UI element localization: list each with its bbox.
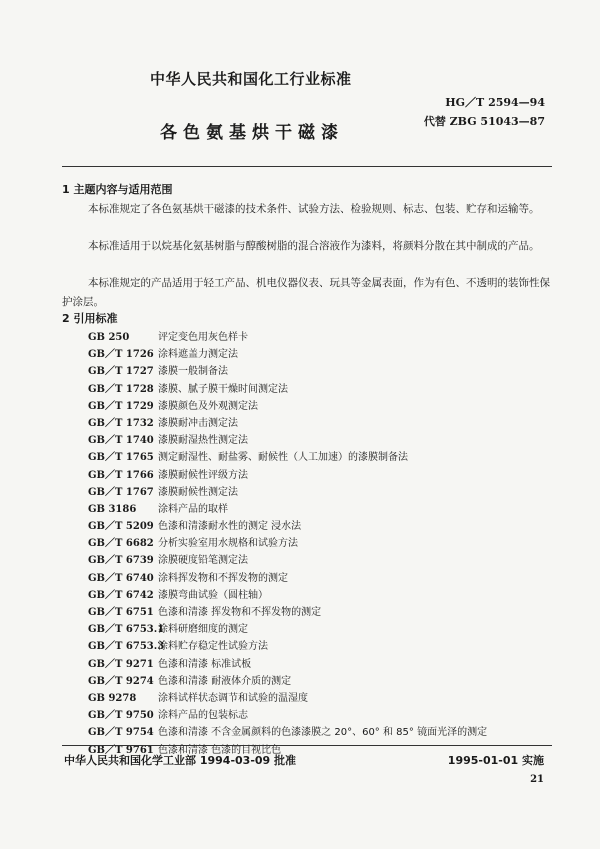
reference-item	[88, 432, 487, 449]
reference-item	[88, 501, 487, 518]
reference-title: 色漆和清漆 耐液体介质的测定	[158, 675, 292, 687]
reference-item	[88, 587, 487, 604]
reference-item	[88, 484, 487, 501]
section-1-paragraph-3: 本标准规定的产品适用于轻工产品、机电仪器仪表、玩具等金属表面，作为有色、不透明的装饰性保护涂层。	[62, 277, 550, 308]
reference-title: 色漆和清漆 挥发物和不挥发物的测定	[158, 607, 322, 618]
reference-title: 测定耐湿性、耐盐雾、耐候性（人工加速）的漆膜制备法	[158, 452, 408, 464]
reference-code: GB／T 5209	[88, 521, 154, 533]
reference-title: 色漆和清漆耐水性的测定 浸水法	[158, 521, 302, 533]
reference-code: GB／T 6682	[88, 538, 154, 550]
page-number: 21	[530, 774, 544, 785]
reference-title: 涂料研磨细度的测定	[158, 624, 248, 636]
reference-item	[88, 518, 487, 535]
document-title: 各色氨基烘干磁漆	[160, 123, 344, 143]
reference-code: GB／T 1727	[88, 366, 154, 378]
section-1-paragraph-1: 本标准规定了各色氨基烘干磁漆的技术条件、试验方法、检验规则、标志、包装、贮存和运输等。	[88, 203, 540, 215]
reference-title: 涂料产品的取样	[158, 503, 228, 515]
section-1-paragraph-2: 本标准适用于以烷基化氨基树脂与醇酸树脂的混合溶液作为漆料，将颜料分散在其中制成的产品。	[88, 240, 540, 252]
reference-code: GB／T 6740	[88, 572, 154, 584]
reference-code: GB／T 6739	[88, 555, 154, 567]
reference-code: GB／T 6742	[88, 589, 154, 601]
reference-code: GB／T 9274	[88, 675, 154, 687]
reference-item	[88, 724, 487, 741]
reference-title: 漆膜一般制备法	[158, 366, 228, 378]
reference-title: 漆膜耐湿热性测定法	[158, 435, 248, 447]
reference-item	[88, 552, 487, 569]
reference-code: GB／T 1766	[88, 469, 154, 481]
reference-code: GB／T 9761	[88, 744, 154, 756]
reference-code: GB／T 1728	[88, 383, 154, 395]
reference-item	[88, 381, 487, 398]
section-1-heading: 1 主题内容与适用范围	[62, 183, 173, 196]
reference-title: 涂料挥发物和不挥发物的测定	[158, 572, 288, 584]
reference-code: GB／T 1729	[88, 400, 154, 412]
effective-date: 1995-01-01 实施	[447, 754, 544, 767]
reference-title: 涂料试样状态调节和试验的温湿度	[158, 692, 308, 704]
reference-title: 漆膜耐冲击测定法	[158, 417, 238, 429]
footer-divider	[62, 745, 552, 746]
reference-item	[88, 707, 487, 724]
reference-item	[88, 604, 487, 621]
reference-title: 涂料贮存稳定性试验方法	[158, 641, 268, 653]
reference-item	[88, 621, 487, 638]
reference-title: 漆膜耐候性测定法	[158, 486, 238, 498]
reference-item	[88, 570, 487, 587]
reference-item	[88, 656, 487, 673]
reference-code: GB／T 1726	[88, 349, 154, 361]
reference-title: 评定变色用灰色样卡	[158, 332, 248, 343]
reference-title: 分析实验室用水规格和试验方法	[158, 538, 298, 550]
reference-code: GB／T 1740	[88, 435, 154, 447]
reference-title: 色漆和清漆 标准试板	[158, 658, 252, 670]
reference-title: 涂料产品的包装标志	[158, 710, 248, 722]
reference-code: GB／T 1732	[88, 417, 154, 429]
reference-title: 涂膜硬度铅笔测定法	[158, 555, 248, 567]
reference-item	[88, 690, 487, 707]
section-2-heading: 2 引用标准	[62, 312, 118, 325]
reference-item	[88, 415, 487, 432]
reference-item	[88, 535, 487, 552]
replaces-standard: 代替 ZBG 51043—87	[423, 115, 545, 128]
reference-code: GB／T 9271	[88, 658, 154, 670]
reference-item	[88, 449, 487, 466]
reference-title: 色漆和清漆 色漆的目视比色	[158, 744, 282, 756]
standard-number: HG／T 2594—94	[445, 96, 545, 109]
standard-numbers	[424, 93, 545, 131]
reference-item	[88, 673, 487, 690]
reference-code: GB／T 9754	[88, 727, 154, 739]
header-divider	[62, 166, 552, 167]
reference-item	[88, 363, 487, 380]
reference-item	[88, 638, 487, 655]
reference-code: GB／T 1765	[88, 452, 154, 464]
reference-title: 色漆和清漆 不含金属颜料的色漆漆膜之 20°、60° 和 85° 镜面光泽的测定	[158, 727, 488, 739]
reference-title: 涂料遮盖力测定法	[158, 349, 238, 361]
reference-item	[88, 398, 487, 415]
reference-item	[88, 467, 487, 484]
reference-title: 漆膜、腻子膜干燥时间测定法	[158, 383, 288, 395]
reference-title: 漆膜颜色及外观测定法	[158, 400, 258, 412]
approval-statement: 中华人民共和国化学工业部 1994-03-09 批准	[64, 754, 297, 767]
reference-code: GB 9278	[88, 692, 137, 704]
reference-code: GB 250	[88, 332, 130, 343]
reference-code: GB／T 6753.3	[88, 641, 165, 653]
reference-code: GB／T 1767	[88, 486, 154, 498]
reference-title: 漆膜弯曲试验（圆柱轴）	[158, 589, 268, 601]
reference-item	[88, 329, 487, 346]
reference-code: GB／T 6751	[88, 607, 154, 618]
reference-title: 漆膜耐候性评级方法	[158, 469, 248, 481]
reference-code: GB／T 6753.1	[88, 624, 165, 636]
reference-code: GB 3186	[88, 503, 137, 515]
normative-references-list	[88, 329, 487, 759]
reference-code: GB／T 9750	[88, 710, 154, 722]
issuer-title: 中华人民共和国化工行业标准	[150, 70, 352, 88]
reference-item	[88, 346, 487, 363]
